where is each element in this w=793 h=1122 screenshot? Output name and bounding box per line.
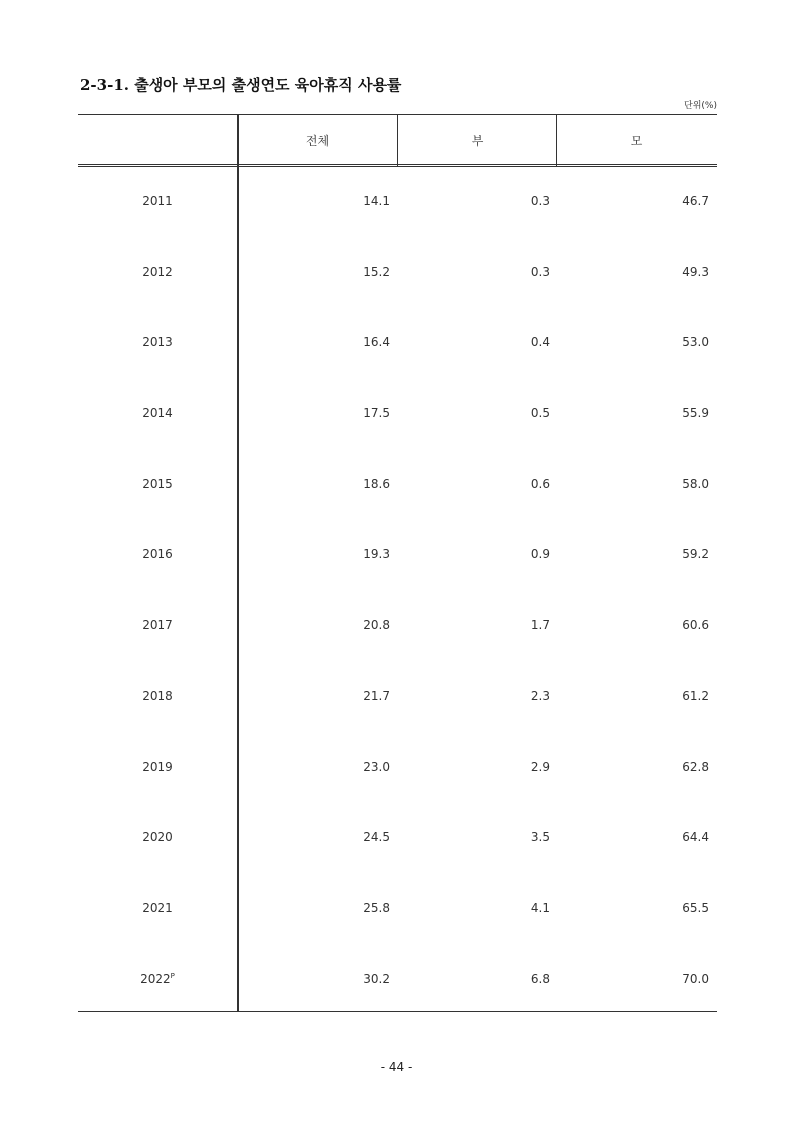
cell-father: 0.4 <box>530 335 550 350</box>
cell-year: $2022^P$ <box>140 971 175 986</box>
cell-mother: 61.2 <box>682 688 709 703</box>
cell-mother: 64.4 <box>682 830 709 845</box>
cell-mother: 53.0 <box>682 335 709 350</box>
cell-total: 17.5 <box>363 406 390 421</box>
cell-year: 2020 <box>142 830 173 845</box>
table-row <box>78 803 717 874</box>
cell-total: 16.4 <box>363 335 390 350</box>
cell-year: 2011 <box>142 194 173 208</box>
cell-father: 0.6 <box>530 476 550 491</box>
page-number: - 44 - <box>380 1060 413 1074</box>
unit-label: 단위(%) <box>684 101 717 111</box>
table-row <box>78 945 717 1016</box>
cell-father: 2.3 <box>530 688 550 703</box>
cell-total: 24.5 <box>363 830 390 845</box>
header-mother: 모 <box>630 134 643 148</box>
cell-mother: 62.8 <box>682 759 709 774</box>
cell-father: 3.5 <box>530 830 550 845</box>
cell-year: 2017 <box>142 618 173 633</box>
cell-year: 2015 <box>142 476 173 491</box>
cell-total: 25.8 <box>363 900 390 915</box>
table-row <box>78 733 717 804</box>
cell-father: 6.8 <box>530 971 550 986</box>
cell-father: 1.7 <box>530 618 550 633</box>
table-body <box>78 167 717 1015</box>
cell-mother: 65.5 <box>682 900 709 915</box>
header-father: 부 <box>471 134 484 148</box>
table-row <box>78 591 717 662</box>
cell-father: 2.9 <box>530 759 550 774</box>
cell-total: 18.6 <box>363 476 390 491</box>
data-table <box>78 114 717 1012</box>
cell-total: 14.1 <box>363 194 390 208</box>
preliminary-mark: P <box>170 971 175 980</box>
cell-year: 2012 <box>142 264 173 279</box>
cell-year: 2013 <box>142 335 173 350</box>
table-title: 2-3-1. 출생아 부모의 출생연도 육아휴직 사용률 <box>80 76 402 94</box>
cell-father: 4.1 <box>530 900 550 915</box>
cell-total: 21.7 <box>363 688 390 703</box>
table-row <box>78 450 717 521</box>
cell-total: 30.2 <box>363 971 390 986</box>
header-total: 전체 <box>305 134 330 148</box>
cell-mother: 60.6 <box>682 618 709 633</box>
cell-year: 2016 <box>142 547 173 562</box>
cell-mother: 58.0 <box>682 476 709 491</box>
cell-mother: 59.2 <box>682 547 709 562</box>
cell-father: 0.3 <box>530 194 550 208</box>
table-row <box>78 520 717 591</box>
cell-father: 0.9 <box>530 547 550 562</box>
cell-father: 0.3 <box>530 264 550 279</box>
table-row <box>78 379 717 450</box>
cell-year: 2021 <box>142 900 173 915</box>
cell-mother: 55.9 <box>682 406 709 421</box>
cell-mother: 46.7 <box>682 194 709 208</box>
cell-year: 2014 <box>142 406 173 421</box>
cell-year: 2018 <box>142 688 173 703</box>
cell-total: 23.0 <box>363 759 390 774</box>
cell-father: 0.5 <box>530 406 550 421</box>
table-row <box>78 238 717 309</box>
table-row <box>78 662 717 733</box>
cell-year: 2019 <box>142 759 173 774</box>
table-row <box>78 874 717 945</box>
cell-total: 15.2 <box>363 264 390 279</box>
table-row <box>78 308 717 379</box>
cell-mother: 49.3 <box>682 264 709 279</box>
cell-mother: 70.0 <box>682 971 709 986</box>
table-row <box>78 167 717 238</box>
cell-total: 19.3 <box>363 547 390 562</box>
cell-total: 20.8 <box>363 618 390 633</box>
